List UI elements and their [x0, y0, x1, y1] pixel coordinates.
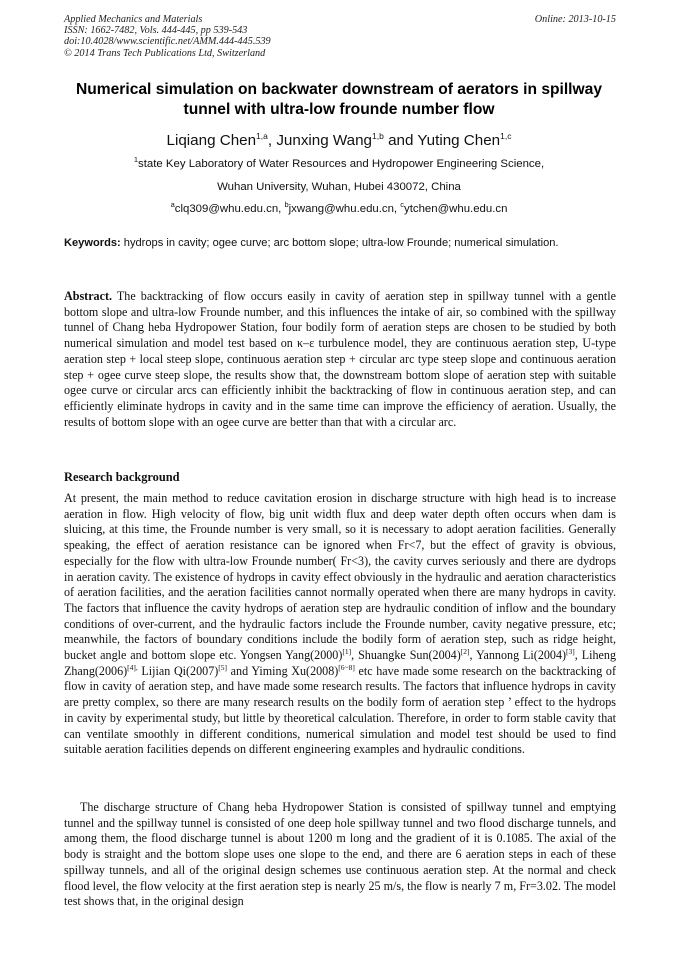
copyright-line: © 2014 Trans Tech Publications Ltd, Switzerland	[64, 47, 266, 59]
author-name: Yuting Chen	[417, 132, 501, 149]
email-c: ytchen@whu.edu.cn	[404, 203, 508, 215]
email-a: clq309@whu.edu.cn,	[174, 203, 285, 215]
online-date: Online: 2013-10-15	[534, 14, 616, 25]
title-line-1: Numerical simulation on backwater downstream of aerators in spillway	[75, 81, 602, 98]
citation: [4],	[127, 662, 138, 672]
citation: [2]	[460, 647, 470, 657]
doi-line: doi:10.4028/www.scientific.net/AMM.444-445.539	[64, 36, 271, 48]
keywords-label: Keywords:	[64, 237, 121, 249]
author-list	[40, 131, 638, 151]
author-affil-mark: 1,a	[256, 131, 268, 141]
citation: [6~8]	[338, 662, 355, 672]
abstract	[64, 289, 616, 430]
keywords	[64, 236, 616, 252]
citation: [1]	[342, 647, 352, 657]
citation: [5]	[218, 662, 228, 672]
journal-name: Applied Mechanics and Materials	[64, 14, 203, 25]
author-affil-mark: 1,c	[500, 131, 512, 141]
body-paragraph-2: The discharge structure of Chang heba Hydropower Station is consisted of spillway tunnel and emptying tunnel and the spillway tunnel is consisted of one deep hole spillway tunnel and two flood discharge tunnels, and among them, the flood discharge tunnel is about 1200 m long and the gradient of it is 0.1085. The axial of the body is straight and the bottom slope uses one slope to the end, and there are 6 aeration steps in each of these spillway tunnels, and all of the original design schemes use continuous aeration step. At the normal and check flood level, the flow velocity at the first aeration step is nearly 25 m/s, the flow is nearly 7 m, Fr=3.02. The model test shows that, in the original design	[64, 800, 616, 909]
author-separator: and	[383, 132, 418, 149]
issn-line: ISSN: 1662-7482, Vols. 444-445, pp 539-543	[64, 25, 248, 37]
body-paragraph-1: At present, the main method to reduce cavitation erosion in discharge structure with high head is to increase aeration in flow. High velocity of flow, big unit width flux and deep water depth often occurs when dam is sluicing, at this time, the Frounde number is very small, so it is necessary to adopt aeration facilities. Generally speaking, the effect of aeration resistance can be ignored when Fr<7, but the effect of gravity is obvious, especially for the flow with ultra-low Frounde number( Fr<3), the cavity curves seriously and there are dydrops in aeration cavity. The existence of hydrops in cavity effect obviously in the hydraulic and aeration characteristics of aeration facilities, and the aeration facilities cannot normally operated when there are many hydrops in cavity. The factors that influence the cavity hydrops of aeration step are hydraulic condition of inflow and the boundary conditions of over-current, and the hydraulic factors include the Frounde number, cavity negative pressure, etc; meanwhile, the factors of boundary conditions include the bodily form of aeration step, such as ridge height, bucket angle and bottom slope etc. Yongsen Yang(2000)[1], Shuangke Sun(2004)[2], Yannong Li(2004)[3], Liheng $Zhang(2006)^{[4],}$ Lijian Qi(2007)[5] and Yiming Xu(2008)[6~8] etc have made some research on the backtracking of flow in cavity of aeration step, and have made some research results. The factors that influence hydrops in cavity are pretty complex, so there are many research results on the bodily form of aeration step ’ effect to the hydrops in cavity by experimental study, but little by theoretical calculation. Therefore, in order to form stable cavity that can ventilate smoothly in different conditions, numerical simulation and model test should be used to find suitable aeration facilities depends on different engineering examples and hydraulic conditions.	[64, 491, 616, 757]
citation: [3]	[566, 647, 575, 657]
author-separator: ,	[267, 132, 277, 149]
affiliation-line-2: Wuhan University, Wuhan, Hubei 430072, China	[217, 181, 461, 193]
keywords-text: hydrops in cavity; ogee curve; arc bottom slope; ultra-low Frounde; numerical simulation.	[120, 237, 559, 249]
author-name: Liqiang Chen	[166, 132, 257, 149]
title-line-2: tunnel with ultra-low frounde number flow	[183, 101, 495, 118]
author-affil-mark: 1,b	[372, 131, 384, 141]
journal-header	[64, 14, 616, 59]
affil-mark: 1	[133, 155, 139, 164]
email-b: jxwang@whu.edu.cn,	[288, 203, 401, 215]
section-heading: Research background	[64, 470, 180, 484]
author-name: Junxing Wang	[276, 132, 373, 149]
abstract-label: Abstract.	[64, 289, 113, 303]
email-line: $^a$clq309@whu.edu.cn, $^b$jxwang@whu.edu.cn, $^c$ytchen@whu.edu.cn	[170, 200, 508, 215]
affiliation-line-1: $^1$state Key Laboratory of Water Resources and Hydropower Engineering Science,	[133, 155, 545, 170]
paper-title	[50, 80, 628, 120]
abstract-text: The backtracking of flow occurs easily in cavity of aeration step in spillway tunnel with a gentle bottom slope and ultra-low Frounde number, and this influences the intake of air, so combined with the spillway tunnel of Chang heba Hydropower Station, four bodily form of aeration steps are chosen to be studied by both numerical simulation and model test based on κ–ε turbulence model, they are continuous aeration step, U-type aeration step + local steep slope, continuous aeration step + circular arc type steep slope and continuous aeration step + ogee curve steep slope, the results show that, the downstream bottom slope of aeration step with suitable ogee curve or circular arcs can efficiently inhibit the backtracking of flow in continuous aeration step, and can efficiently eliminate hydrops in cavity and in the same time can improve the efficiency of aeration. Usually, the results of bottom slope with an ogee curve are better than that with a circular arc.	[64, 289, 616, 429]
